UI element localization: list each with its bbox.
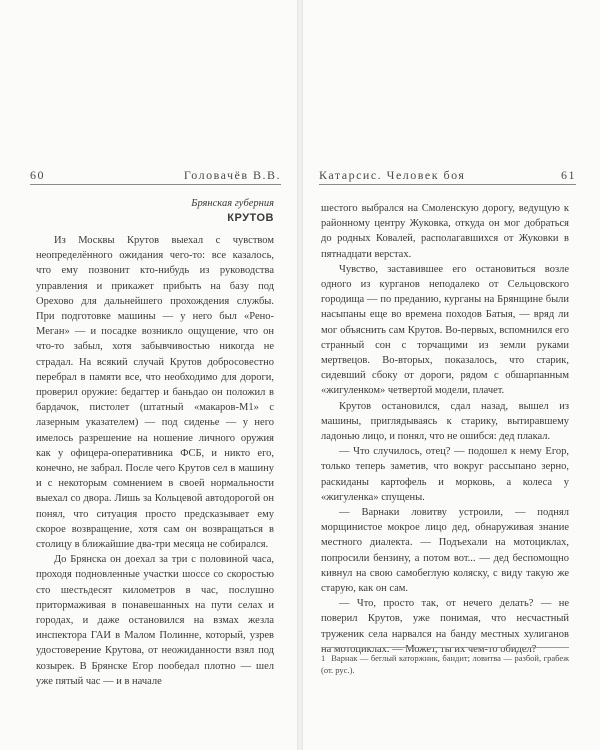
paragraph: Из Москвы Крутов выехал с чувством неопределённого ожидания чего-то: все казалось, что ему позвонит кто-нибудь из руководства управления и прикажет прибыть на базу под Орехово для дальнейшего прохождения службы. При подготовке машины — у него был «Рено-Меган» — и посадке возникло ощущение, что он что-то забыл, хотя забывчивостью никогда не страдал. На всякий случай Крутов добросовестно перебрал в памяти все, что необходимо для дороги, проверил оружие: бедагтер и баньдао он положил в бардачок, пистолет (штатный «макаров-М1» с лазерным указателем) — под сиденье — у него имелось разрешение на ношение личного оружия как у офицера-оперативника ФСБ, и никто его, конечно, не забрал. После чего Крутов сел в машину и с некоторым сомнением в своей нормальности выехал со двора. Лишь за Кольцевой автодорогой он понял, что ситуация просто предсказывает ему скорое возвращение, хотя сам он возвращаться в столицу в ближайшие два-три месяца не собирался. (36, 235, 274, 551)
paragraph: — Варнаки ловитву устроили, — поднял морщинистое мокрое лицо дед, обнаруживая знание местного диалекта. — Подъехали на мотоциклах, попросили бензину, а потом вот... — дед беспомощно кивнул на свою самобеглую коляску, с виду такую же старую, как он сам. (321, 507, 569, 595)
footnote-rule (321, 647, 569, 648)
paragraph: До Брянска он доехал за три с половиной часа, проходя подновленные участки шоссе со скоростью сто шестьдесят километров в час, послушно притормаживая в понавешанных на пути селах и городах, и даже остановился на взмах жезла инспектора ГАИ в Малом Полинне, который, узрев удостоверение Крутова, от неожиданности взял под козырек. В Брянске Егор пообедал плотно — шел уже пятый час — и в начале (36, 554, 274, 687)
footnote-text: Варнак — беглый каторжник, бандит; ловитва — разбой, грабеж (от. рус.). (321, 653, 569, 675)
footnote-marker: 1 (321, 653, 326, 663)
left-page (0, 0, 297, 750)
chapter-heading (36, 197, 274, 225)
right-page (303, 0, 600, 750)
running-head-left (30, 163, 281, 183)
paragraph: Чувство, заставившее его остановиться возле одного из курганов неподалеко от Сельцовского городища — по преданию, курганы на Брянщине были насыпаны еще во времена походов Батыя, — вряд ли мог объяснить сам Крутов. Во-первых, вспомнился его странный сон с торчащими из земли руками мертвецов. Во-вторых, показалось, что старик, сидевший сбоку от дороги, рядом с обшарпанным «жигуленком» четвертой модели, плачет. (321, 263, 569, 397)
paragraph: Крутов остановился, сдал назад, вышел из машины, приглядываясь к старику, вытиравшему ладонью лицо, и понял, что не ошибся: дед плакал. (321, 400, 569, 443)
page-number-right: 61 (561, 168, 576, 182)
paragraph: — Что, просто так, от нечего делать? — не поверил Крутов, уже понимая, что несчастный труженик села нарвался на банду местных хулиганов на мотоциклах. — Может, ты их чем-то обидел? (321, 598, 569, 655)
paragraph: — Что случилось, отец? — подошел к нему Егор, только теперь заметив, что вокруг рассыпано зерно, раскиданы картофель и морковь, а колеса у «жигуленка» спущены. (321, 446, 569, 503)
right-body-text (321, 201, 569, 657)
book-title: Катарсис. Человек боя (319, 168, 466, 182)
header-rule-right (319, 184, 576, 185)
author-name: Головачёв В.В. (183, 168, 281, 182)
header-rule-left (30, 184, 281, 185)
paragraph: шестого выбрался на Смоленскую дорогу, ведущую к районному центру Жуковка, откуда он мог добраться до родных Ковалей, располагавшихся от Жуковки в пятнадцати верстах. (321, 203, 569, 260)
chapter-title: КРУТОВ (227, 212, 274, 224)
running-head-right (319, 163, 576, 183)
region-subtitle: Брянская губерния (191, 198, 274, 209)
footnote (321, 652, 569, 676)
left-body-text (36, 233, 274, 689)
page-number-left: 60 (30, 168, 45, 182)
